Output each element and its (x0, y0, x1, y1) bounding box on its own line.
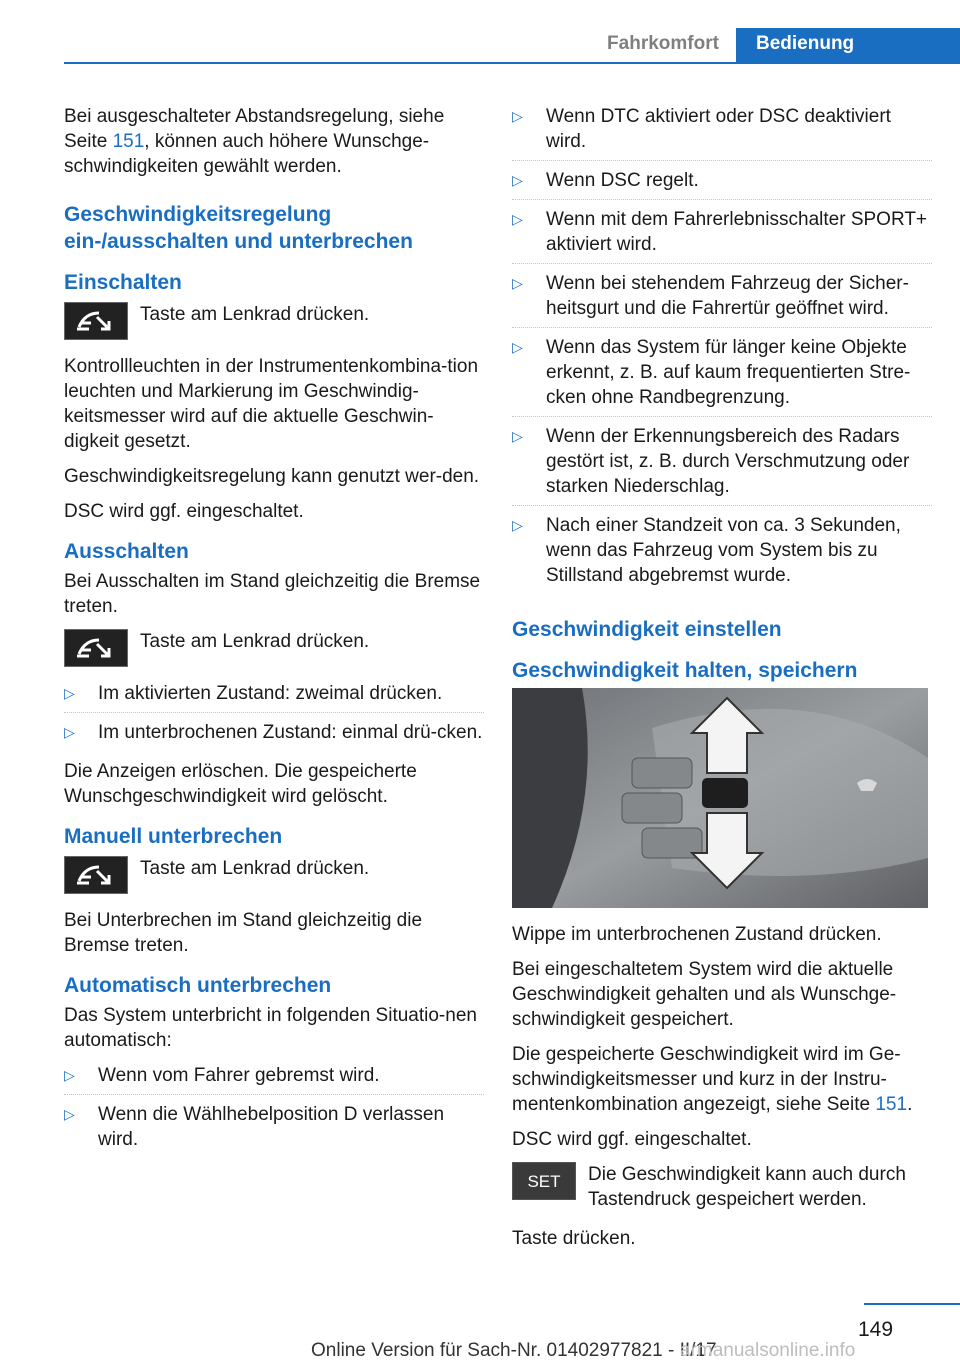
icon-row (64, 856, 484, 894)
bullet-list (64, 681, 484, 751)
page-link[interactable]: 151 (112, 131, 145, 152)
triangle-bullet-icon: ▷ (512, 108, 523, 124)
list-item: ▷ Wenn der Erkennungsbereich des Radars gestört ist, z. B. durch Verschmutzung oder starken Niederschlag. (512, 424, 932, 506)
list-item: ▷ Wenn die Wählhebelposition D verlassen wird. (64, 1104, 445, 1150)
heading-einschalten: Einschalten (64, 271, 182, 294)
triangle-bullet-icon: ▷ (512, 517, 523, 533)
footer-rule (864, 1303, 960, 1305)
page-link[interactable]: 151 (875, 1094, 908, 1115)
icon-description: Taste am Lenkrad drücken. (140, 631, 370, 652)
list-item: ▷ Wenn mit dem Fahrerlebnisschalter SPORT+ aktiviert wird. (512, 207, 932, 264)
tab-fahrkomfort[interactable]: Fahrkomfort (607, 33, 719, 54)
triangle-bullet-icon: ▷ (512, 211, 523, 227)
tab-bedienung[interactable]: Bedienung (736, 28, 960, 63)
section-title: Geschwindigkeit einstellen (512, 618, 782, 641)
heading-ausschalten: Ausschalten (64, 540, 189, 563)
triangle-bullet-icon: ▷ (512, 428, 523, 444)
intro-paragraph: Bei ausgeschalteter Abstandsregelung, siehe Seite 151, können auch höhere Wunschge-schwindigkeiten gewählt werden. (64, 106, 445, 177)
online-version: Online Version für Sach-Nr. 01402977821 - II/17 (311, 1340, 717, 1361)
paragraph: DSC wird ggf. eingeschaltet. (64, 501, 304, 522)
triangle-bullet-icon: ▷ (64, 1106, 75, 1122)
cruise-control-button-icon (64, 629, 128, 667)
sub-heading: Geschwindigkeit halten, speichern (512, 659, 858, 682)
paragraph: Taste drücken. (512, 1228, 636, 1249)
list-item: ▷ Wenn das System für länger keine Objekte erkennt, z. B. auf kaum frequentierten Stre-cken ohne Randbegrenzung. (512, 335, 932, 417)
triangle-bullet-icon: ▷ (512, 339, 523, 355)
paragraph: Die Anzeigen erlöschen. Die gespeicherte Wunschgeschwindigkeit wird gelöscht. (64, 761, 417, 807)
list-item: ▷ Wenn DTC aktiviert oder DSC deaktiviert wird. (512, 104, 932, 161)
heading-manuell: Manuell unterbrechen (64, 825, 283, 848)
page-number: 149 (858, 1318, 894, 1341)
icon-row (512, 1162, 932, 1212)
list-item: ▷ Im aktivierten Zustand: zweimal drücken. (64, 681, 484, 713)
triangle-bullet-icon: ▷ (64, 685, 75, 701)
bullet-list (64, 1063, 484, 1158)
icon-row (64, 629, 484, 667)
left-column (64, 104, 484, 1166)
section-title: Geschwindigkeitsregelung ein-/ausschalten und unterbrechen (64, 203, 413, 253)
triangle-bullet-icon: ▷ (64, 724, 75, 740)
triangle-bullet-icon: ▷ (512, 275, 523, 291)
paragraph: Bei eingeschaltetem System wird die aktuelle Geschwindigkeit gehalten und als Wunschge-schwindigkeit gespeichert. (512, 959, 897, 1030)
icon-row (64, 302, 484, 340)
list-item: ▷ Wenn vom Fahrer gebremst wird. (64, 1063, 484, 1095)
watermark: armanualsonline.info (680, 1340, 856, 1361)
cruise-control-button-icon (64, 856, 128, 894)
cruise-control-button-icon (64, 302, 128, 340)
list-item: ▷ Nach einer Standzeit von ca. 3 Sekunden, wenn das Fahrzeug vom System bis zu Stillstand abgebremst wurde. (512, 515, 901, 586)
image-caption: Wippe im unterbrochenen Zustand drücken. (512, 924, 882, 945)
paragraph: DSC wird ggf. eingeschaltet. (512, 1129, 752, 1150)
paragraph: Die gespeicherte Geschwindigkeit wird im Ge-schwindigkeitsmesser und kurz in der Instru-mentenkombination angezeigt, siehe Seite 151. (512, 1044, 913, 1115)
paragraph: Geschwindigkeitsregelung kann genutzt wer-den. (64, 466, 480, 487)
steering-wheel-rocker-photo (512, 688, 928, 908)
heading-automatisch: Automatisch unterbrechen (64, 974, 332, 997)
icon-description: Taste am Lenkrad drücken. (140, 858, 370, 879)
set-button-icon: SET (512, 1162, 576, 1200)
list-item: ▷ Wenn DSC regelt. (512, 168, 932, 200)
icon-description: Taste am Lenkrad drücken. (140, 304, 370, 325)
triangle-bullet-icon: ▷ (64, 1067, 75, 1083)
list-item: ▷ Wenn bei stehendem Fahrzeug der Sicher-heitsgurt und die Fahrertür geöffnet wird. (512, 271, 932, 328)
paragraph: Bei Ausschalten im Stand gleichzeitig die Bremse treten. (64, 571, 481, 617)
paragraph: Bei Unterbrechen im Stand gleichzeitig die Bremse treten. (64, 910, 423, 956)
icon-description: Die Geschwindigkeit kann auch durch Tastendruck gespeichert werden. (588, 1164, 906, 1210)
triangle-bullet-icon: ▷ (512, 172, 523, 188)
list-item: ▷ Im unterbrochenen Zustand: einmal drü-cken. (64, 722, 483, 743)
paragraph: Das System unterbricht in folgenden Situatio-nen automatisch: (64, 1005, 477, 1051)
right-column (512, 104, 932, 1261)
paragraph: Kontrollleuchten in der Instrumentenkombina-tion leuchten und Markierung im Geschwindig-keitsmesser wird auf die aktuelle Geschwin-digkeit gesetzt. (64, 356, 479, 452)
bullet-list (512, 104, 932, 594)
